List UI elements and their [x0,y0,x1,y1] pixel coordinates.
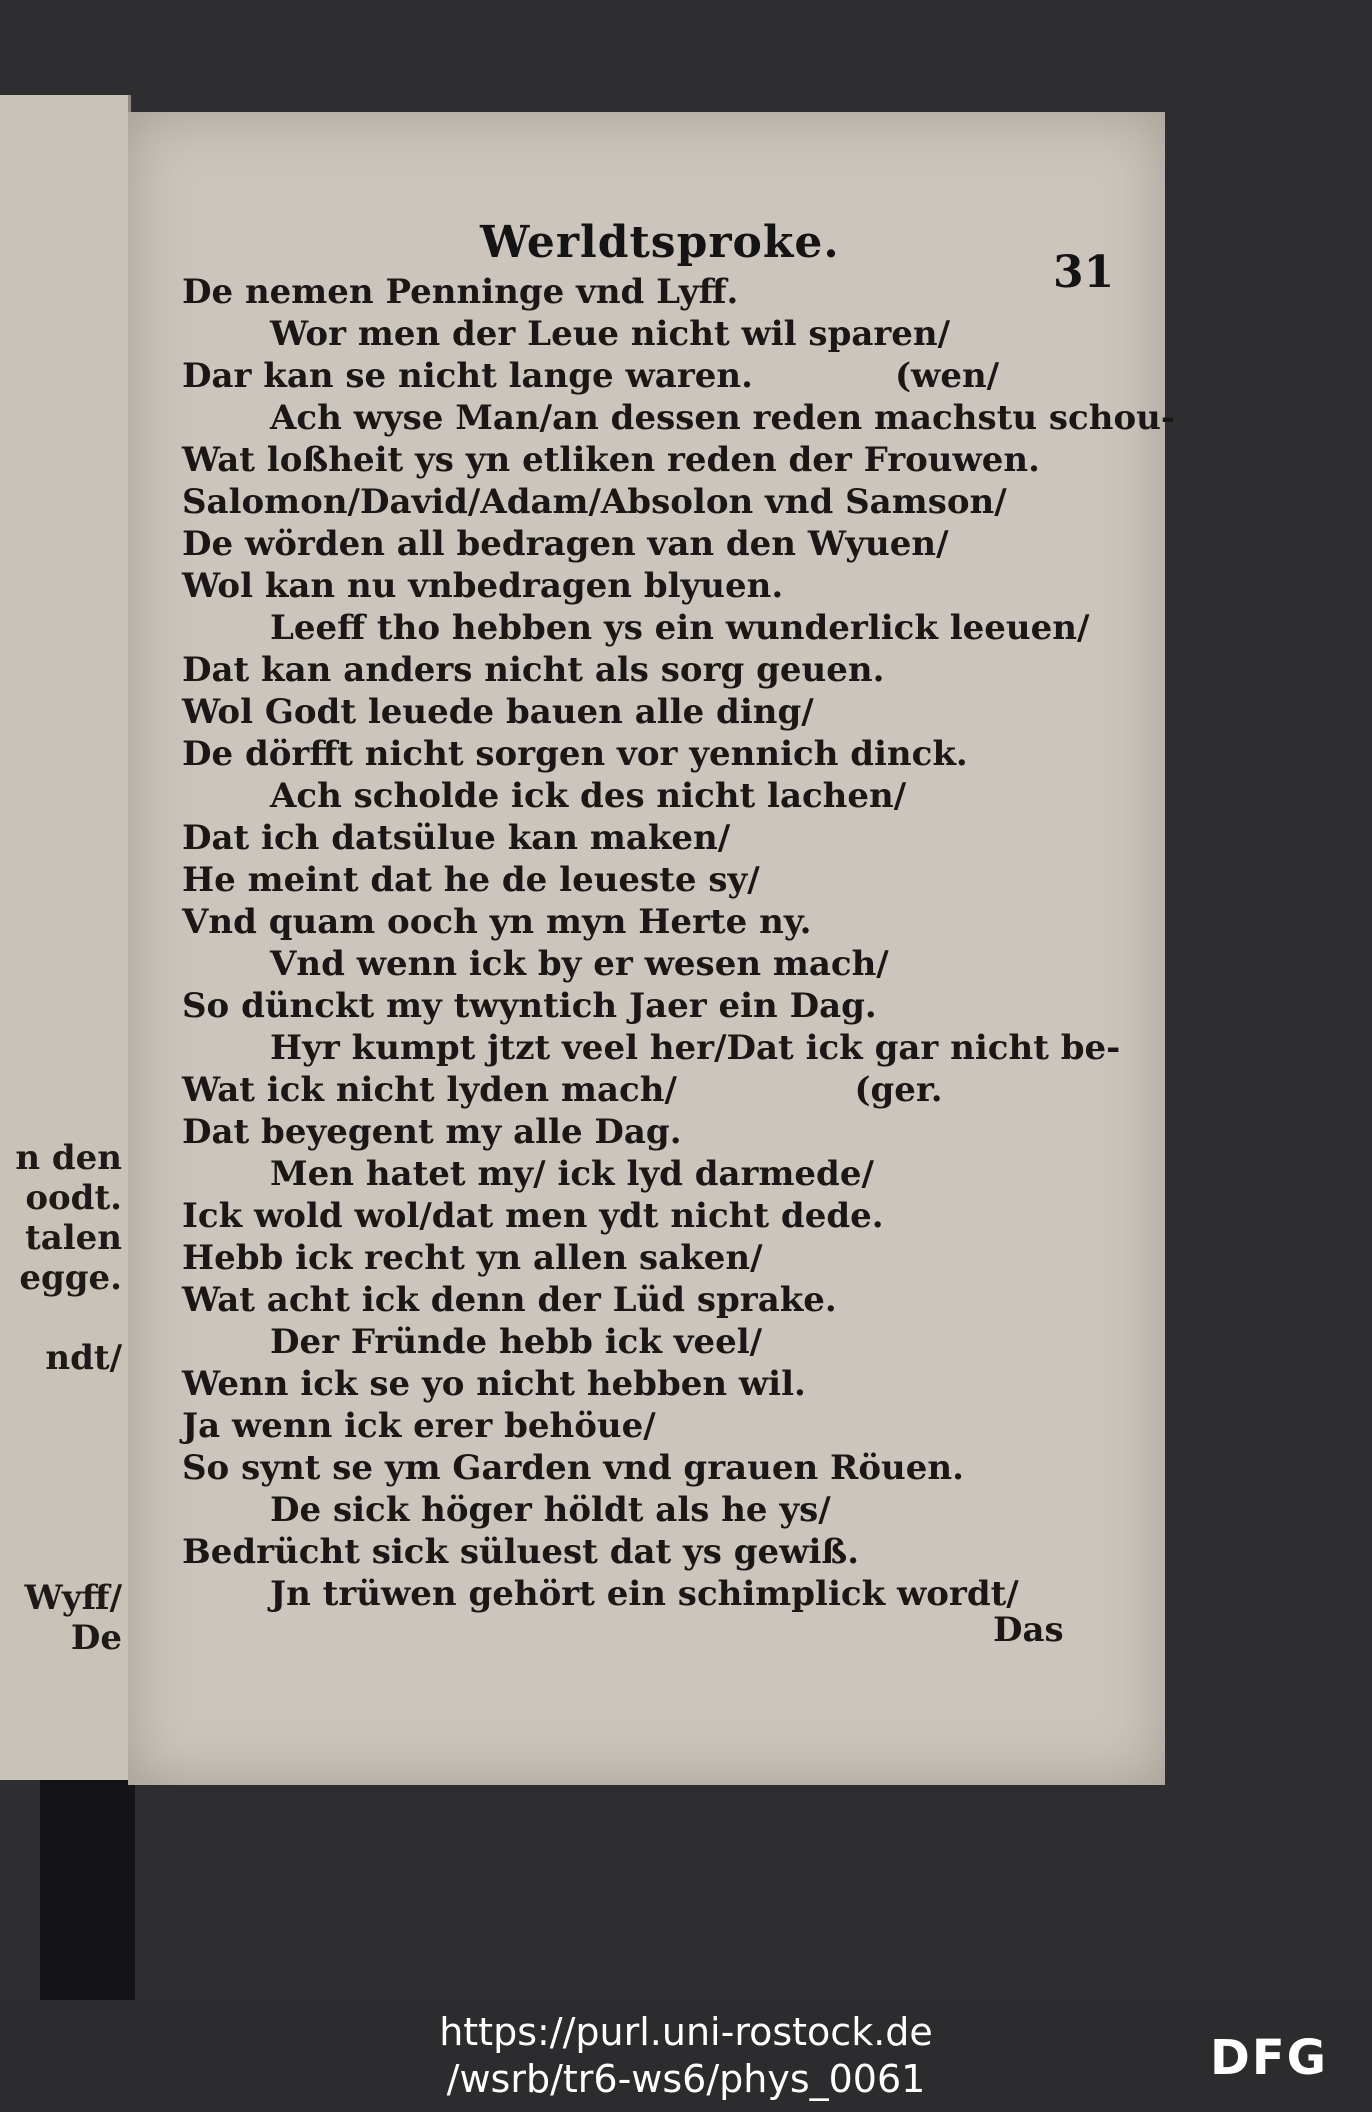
text-line: Dar kan se nicht lange waren. (wen/ [182,356,1000,396]
text-line: So synt se ym Garden vnd grauen Röuen. [182,1448,964,1488]
text-line: De nemen Penninge vnd Lyff. [182,272,739,312]
text-line: Wat ick nicht lyden mach/ (ger. [182,1070,943,1110]
page-number: 31 [1053,247,1115,298]
text-line: Ja wenn ick erer behöue/ [182,1406,656,1446]
text-line: De wörden all bedragen van den Wyuen/ [182,524,949,564]
text-line: Vnd wenn ick by er wesen mach/ [270,944,889,984]
text-line: Wol Godt leuede bauen alle ding/ [182,692,814,732]
text-line: Wor men der Leue nicht wil sparen/ [270,314,951,354]
text-line: Jn trüwen gehört ein schimplick wordt/ [270,1574,1019,1614]
text-line: Der Fründe hebb ick veel/ [270,1322,763,1362]
left-fragment: Wyff/ [24,1578,122,1618]
text-line: Wenn ick se yo nicht hebben wil. [182,1364,806,1404]
text-line: De sick höger höldt als he ys/ [270,1490,831,1530]
dfg-logo: DFG [1210,2030,1329,2086]
text-line: Wol kan nu vnbedragen blyuen. [182,566,784,606]
text-line: Hyr kumpt jtzt veel her/Dat ick gar nicht be- [270,1028,1121,1068]
running-title: Werldtsproke. [480,217,840,268]
text-line: Dat kan anders nicht als sorg geuen. [182,650,885,690]
text-line: Ach scholde ick des nicht lachen/ [270,776,907,816]
text-line: Vnd quam ooch yn myn Herte ny. [182,902,812,942]
text-line: Men hatet my/ ick lyd darmede/ [270,1154,874,1194]
left-fragment: n den [15,1138,122,1178]
left-fragment: ndt/ [45,1338,122,1378]
left-fragment: oodt. [25,1178,122,1218]
text-line: Salomon/David/Adam/Absolon vnd Samson/ [182,482,1007,522]
permalink-line-1[interactable]: https://purl.uni-rostock.de [439,2010,933,2054]
text-line: Wat acht ick denn der Lüd sprake. [182,1280,837,1320]
text-line: Leeff tho hebben ys ein wunderlick leeuen/ [270,608,1090,648]
left-fragment: egge. [19,1258,122,1298]
text-line: Bedrücht sick süluest dat ys gewiß. [182,1532,860,1572]
text-line: So dünckt my twyntich Jaer ein Dag. [182,986,877,1026]
left-fragment: talen [24,1218,122,1258]
text-line: Hebb ick recht yn allen saken/ [182,1238,763,1278]
text-line: Dat beyegent my alle Dag. [182,1112,682,1152]
text-line: He meint dat he de leueste sy/ [182,860,760,900]
book-spine [40,1780,135,2000]
catchword: Das [993,1610,1064,1650]
left-fragment: De [70,1618,122,1658]
book-page [128,112,1175,1785]
text-line: Ick wold wol/dat men ydt nicht dede. [182,1196,884,1236]
permalink-line-2[interactable]: /wsrb/tr6-ws6/phys_0061 [446,2057,926,2101]
left-page-edge [0,95,131,1780]
text-line: De dörfft nicht sorgen vor yennich dinck. [182,734,968,774]
text-line: Ach wyse Man/an dessen reden machstu schou- [270,398,1175,438]
text-line: Wat loßheit ys yn etliken reden der Frouwen. [182,440,1040,480]
text-line: Dat ich datsülue kan maken/ [182,818,731,858]
